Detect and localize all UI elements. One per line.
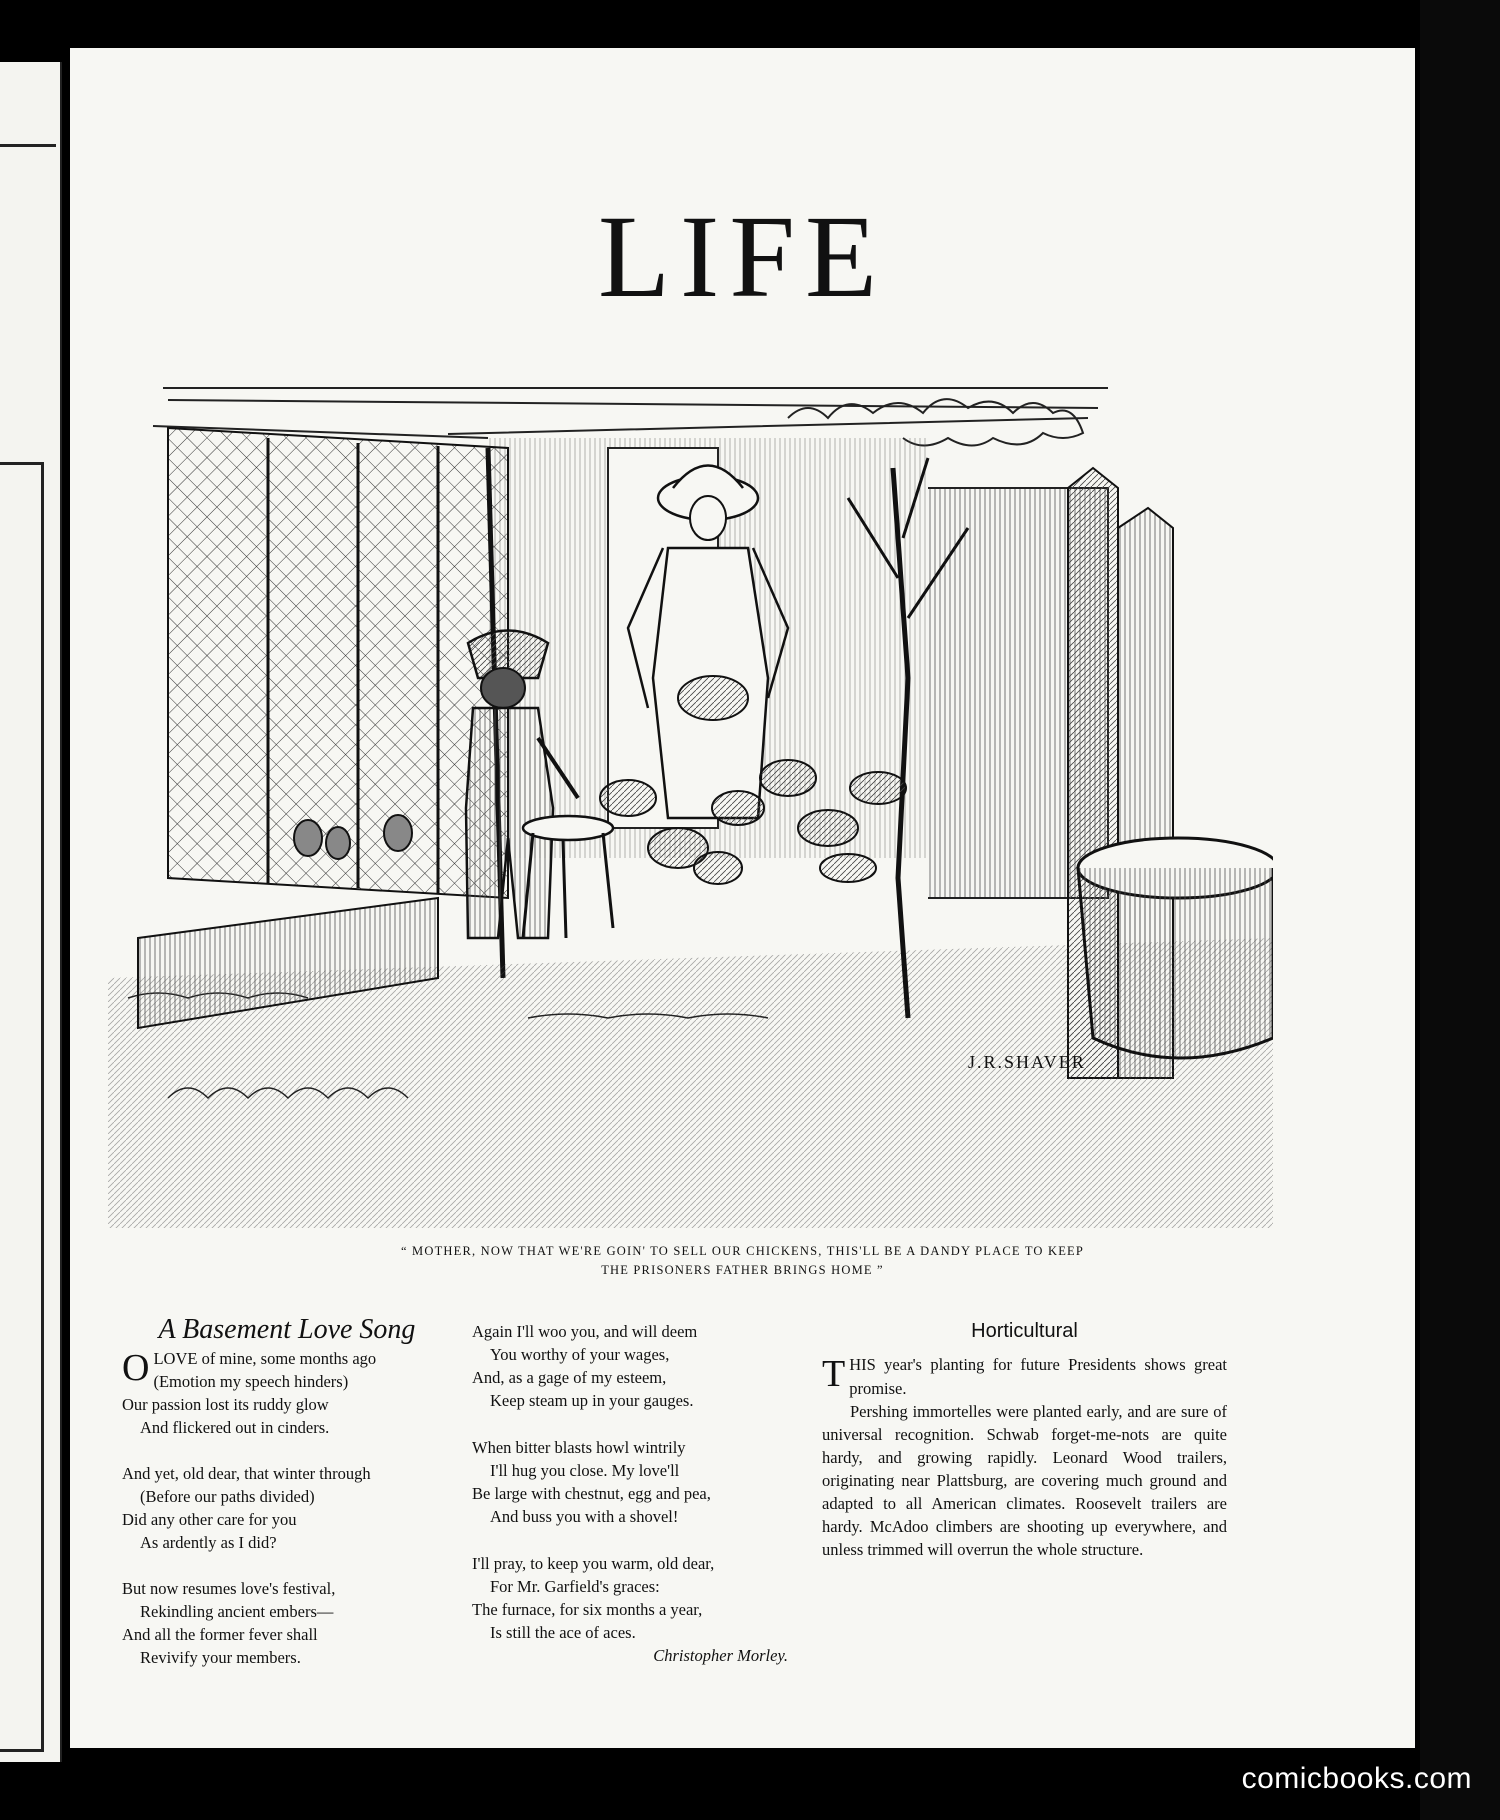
poem-line: Revivify your members.	[140, 1648, 301, 1667]
section-title: Horticultural	[971, 1320, 1078, 1342]
poem-line: For Mr. Garfield's graces:	[490, 1577, 660, 1596]
magazine-page	[70, 48, 1415, 1748]
caption-line-2: THE PRISONERS FATHER BRINGS HOME ”	[601, 1263, 884, 1277]
poem-line: I'll hug you close. My love'll	[490, 1461, 680, 1480]
watermark: comicbooks.com	[1241, 1762, 1472, 1795]
horticultural-column	[822, 1318, 1227, 1561]
poem-line: And all the former fever shall	[122, 1625, 318, 1644]
poem-line: Be large with chestnut, egg and pea,	[472, 1484, 711, 1503]
caption-line-1: “ MOTHER, NOW THAT WE'RE GOIN' TO SELL OUR CHICKENS, THIS'LL BE A DANDY PLACE TO KEEP	[400, 1244, 1085, 1258]
artist-signature: J.R.SHAVER	[968, 1052, 1086, 1072]
stanza-1	[122, 1347, 452, 1439]
poem-line: And, as a gage of my esteem,	[472, 1368, 667, 1387]
paragraph-text: HIS year's planting for future Presidents shows great promise.	[849, 1355, 1227, 1398]
poem-line: Rekindling ancient embers—	[140, 1602, 334, 1621]
stanza-3	[122, 1577, 452, 1669]
poem-line: Did any other care for you	[122, 1510, 297, 1529]
poem-line: The furnace, for six months a year,	[472, 1600, 703, 1619]
cartoon-illustration	[108, 378, 1273, 1228]
poem-title: A Basement Love Song	[158, 1314, 416, 1345]
facing-page-edge	[0, 62, 62, 1762]
drop-cap-t: T	[822, 1353, 846, 1395]
cartoon-caption	[70, 1242, 1415, 1280]
poem-line: And buss you with a shovel!	[490, 1507, 679, 1526]
poem-line: Is still the ace of aces.	[490, 1623, 636, 1642]
facing-page-border	[0, 462, 44, 1752]
poem-line: As ardently as I did?	[140, 1533, 277, 1552]
drop-cap-o: O	[122, 1347, 150, 1389]
poem-column-2	[472, 1320, 792, 1667]
scan-background	[1420, 0, 1500, 1820]
poem-column-1	[122, 1314, 452, 1692]
poem-line: I'll pray, to keep you warm, old dear,	[472, 1554, 715, 1573]
stanza-4	[472, 1320, 792, 1412]
poem-line: (Before our paths divided)	[140, 1487, 315, 1506]
poem-line: Keep steam up in your gauges.	[490, 1391, 694, 1410]
stanza-5	[472, 1436, 792, 1528]
horticultural-paragraph-1	[822, 1353, 1227, 1400]
stanza-6	[472, 1552, 792, 1644]
horticultural-paragraph-2: Pershing immortelles were planted early, and are sure of universal recognition. Schwab forget-me-nots are quite hardy, and growing rapidly. Leonard Wood trailers, originating near Plattsburg, are covering much ground and adapted to all American climates. Roosevelt trailers are hardy. McAdoo climbers are shooting up everywhere, and unless trimmed will overrun the whole structure.	[822, 1402, 1227, 1559]
poem-line: When bitter blasts howl wintrily	[472, 1438, 686, 1457]
poem-line: And flickered out in cinders.	[140, 1418, 330, 1437]
poem-line: Again I'll woo you, and will deem	[472, 1322, 698, 1341]
poem-line: (Emotion my speech hinders)	[153, 1372, 349, 1391]
poem-line: But now resumes love's festival,	[122, 1579, 336, 1598]
poem-line: LOVE of mine, some months ago	[153, 1349, 377, 1368]
masthead: LIFE	[597, 191, 888, 322]
poem-line: Our passion lost its ruddy glow	[122, 1395, 329, 1414]
stanza-2	[122, 1462, 452, 1554]
facing-page-rule	[0, 144, 56, 147]
poem-line: And yet, old dear, that winter through	[122, 1464, 371, 1483]
poem-line: You worthy of your wages,	[490, 1345, 670, 1364]
poem-author: Christopher Morley.	[653, 1646, 788, 1665]
